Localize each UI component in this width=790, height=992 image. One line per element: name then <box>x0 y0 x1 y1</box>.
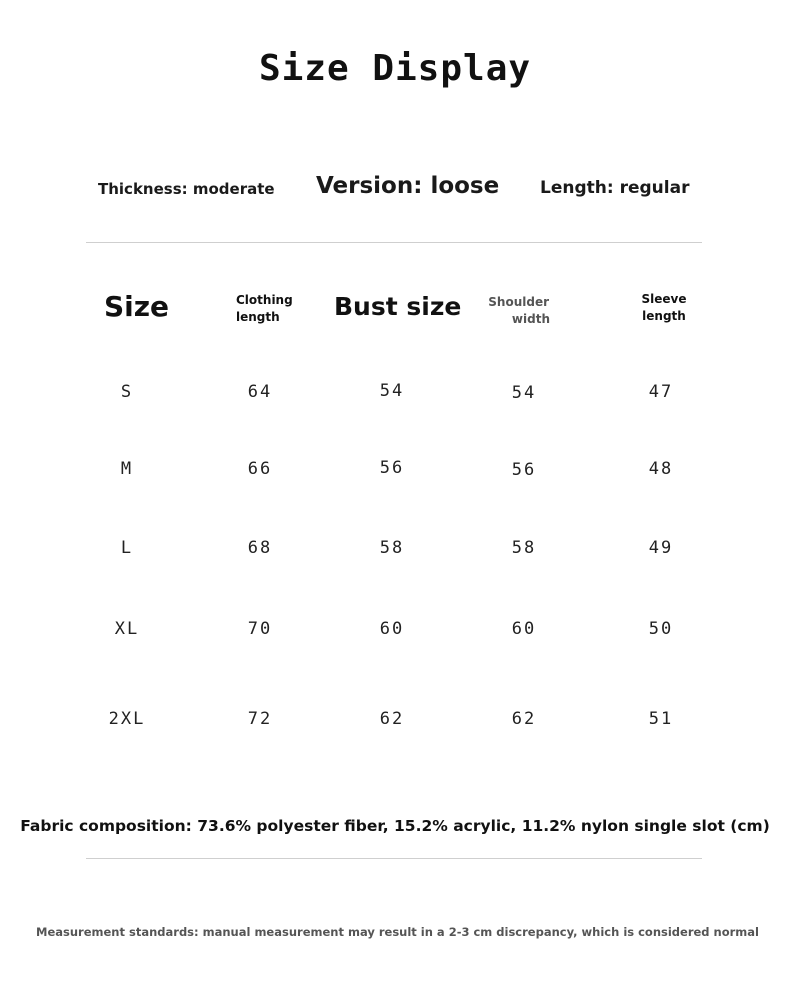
page-title: Size Display <box>258 48 532 89</box>
header-bust-size: Bust size <box>334 292 462 321</box>
cell-sleeve: 49 <box>648 538 674 558</box>
header-clothing-length-line1: Clothing <box>236 293 293 307</box>
cell-shoulder: 54 <box>511 383 537 403</box>
header-clothing-length <box>236 292 306 326</box>
header-sleeve-line2: length <box>642 309 686 323</box>
header-shoulder-line2: width <box>511 312 550 326</box>
cell-size: 2XL <box>108 709 146 729</box>
version-spec: Version: loose <box>316 173 500 199</box>
cell-length: 66 <box>247 459 273 479</box>
cell-length: 64 <box>247 382 273 402</box>
cell-sleeve: 48 <box>648 459 674 479</box>
cell-shoulder: 58 <box>511 538 537 558</box>
header-shoulder-line1: Shoulder <box>488 295 549 309</box>
cell-size: XL <box>114 619 140 639</box>
header-sleeve-length <box>634 291 694 325</box>
cell-sleeve: 50 <box>648 619 674 639</box>
header-sleeve-line1: Sleeve <box>641 292 687 306</box>
cell-length: 72 <box>247 709 273 729</box>
cell-bust: 62 <box>379 709 405 729</box>
cell-bust: 60 <box>379 619 405 639</box>
header-size: Size <box>104 290 170 323</box>
cell-size: M <box>120 459 134 479</box>
cell-bust: 54 <box>379 381 405 401</box>
header-shoulder-width <box>484 294 550 328</box>
cell-shoulder: 62 <box>511 709 537 729</box>
cell-sleeve: 51 <box>648 709 674 729</box>
cell-bust: 56 <box>379 458 405 478</box>
fabric-composition: Fabric composition: 73.6% polyester fiber, 15.2% acrylic, 11.2% nylon single slot (cm) <box>20 817 770 835</box>
cell-size: S <box>120 382 134 402</box>
length-spec: Length: regular <box>540 178 690 198</box>
cell-shoulder: 56 <box>511 460 537 480</box>
cell-sleeve: 47 <box>648 382 674 402</box>
thickness-spec: Thickness: moderate <box>98 180 275 198</box>
header-clothing-length-line2: length <box>236 310 280 324</box>
measurement-note: Measurement standards: manual measurement may result in a 2-3 cm discrepancy, which is considered normal <box>36 925 759 939</box>
divider-top <box>86 242 702 243</box>
cell-bust: 58 <box>379 538 405 558</box>
divider-bottom <box>86 858 702 859</box>
cell-size: L <box>120 538 134 558</box>
cell-length: 70 <box>247 619 273 639</box>
cell-length: 68 <box>247 538 273 558</box>
cell-shoulder: 60 <box>511 619 537 639</box>
